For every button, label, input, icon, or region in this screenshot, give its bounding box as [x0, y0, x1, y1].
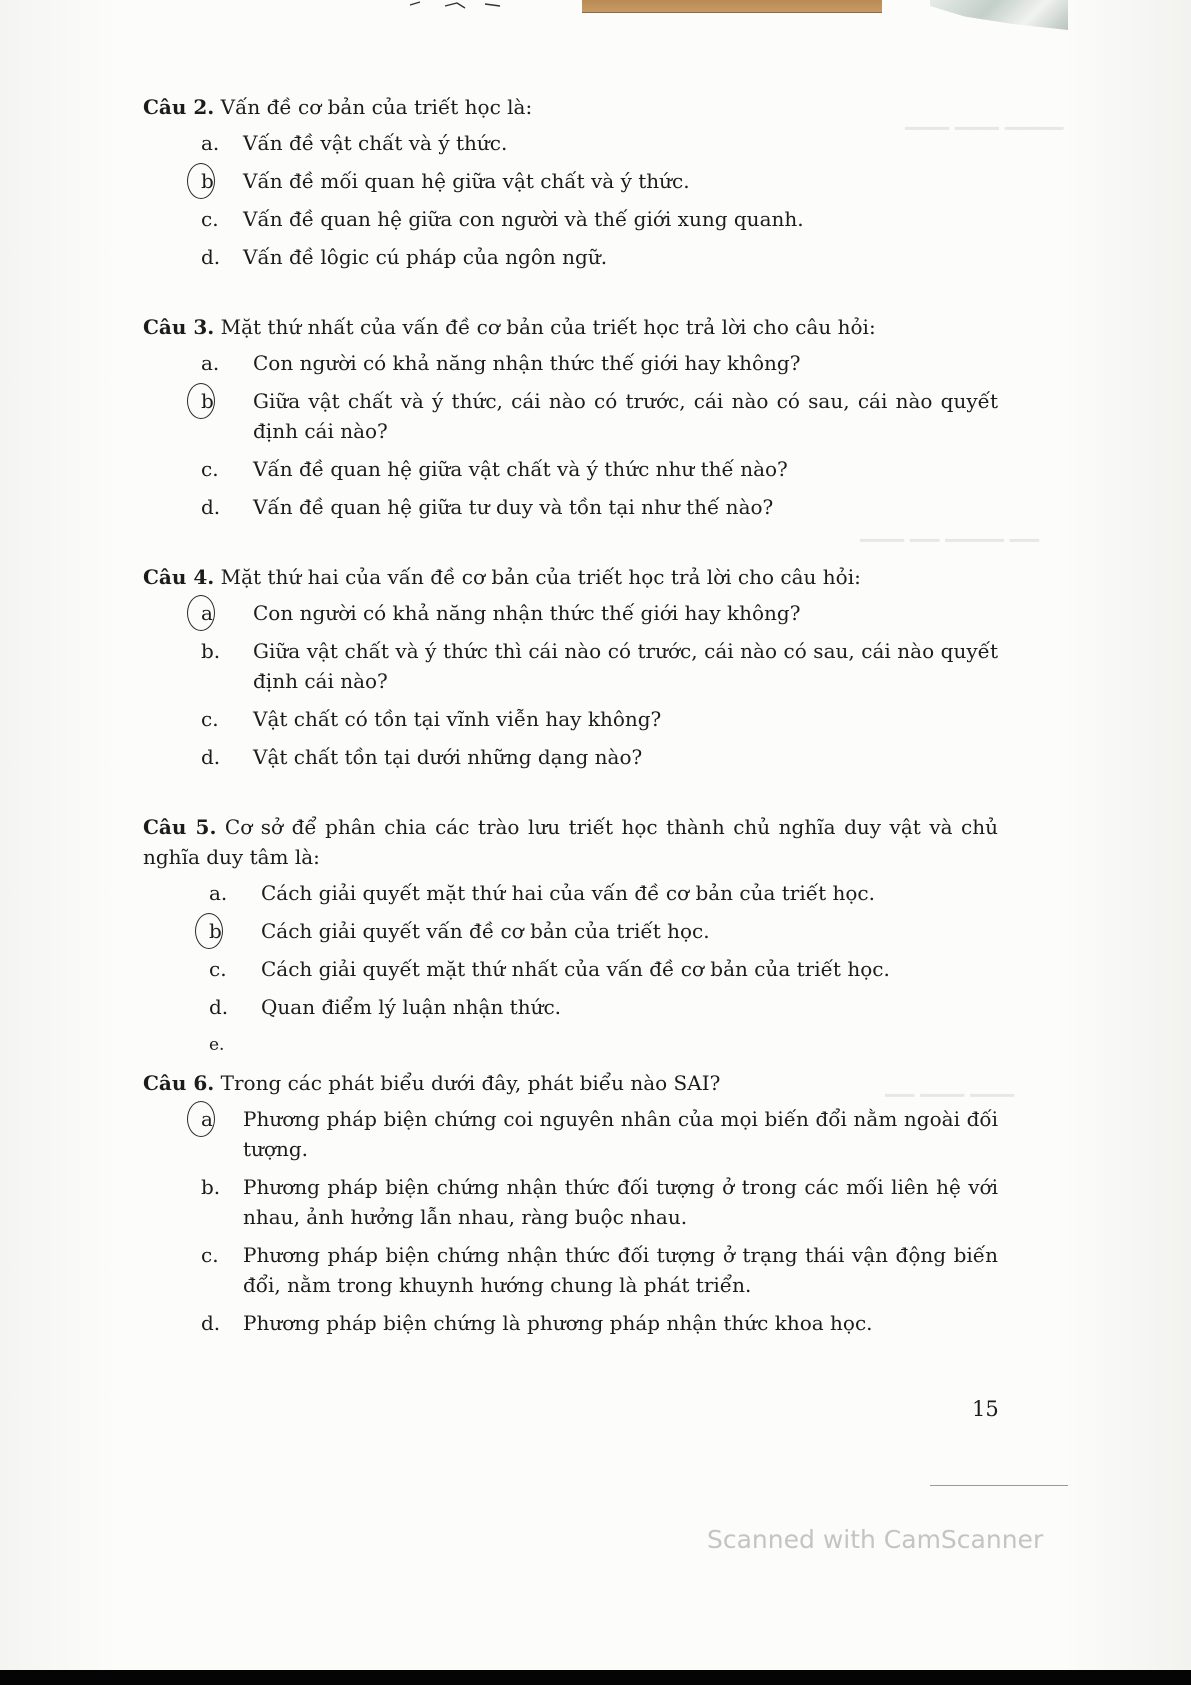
option-letter: b. — [201, 639, 221, 663]
option-c[interactable] — [143, 204, 998, 234]
option-letter: d. — [201, 245, 221, 269]
question-text: Mặt thứ hai của vấn đề cơ bản của triết học trả lời cho câu hỏi: — [220, 565, 861, 589]
option-letter: e. — [209, 1035, 225, 1055]
option-b-selected[interactable] — [151, 916, 998, 946]
option-text: Vấn đề quan hệ giữa vật chất và ý thức như thế nào? — [253, 457, 788, 481]
option-text: Cách giải quyết mặt thứ hai của vấn đề cơ bản của triết học. — [261, 881, 875, 905]
question-text: Mặt thứ nhất của vấn đề cơ bản của triết học trả lời cho câu hỏi: — [220, 315, 876, 339]
option-c[interactable] — [143, 1240, 998, 1300]
option-d[interactable] — [143, 492, 998, 522]
option-c[interactable] — [143, 454, 998, 484]
option-a[interactable] — [143, 348, 998, 378]
question-2 — [143, 92, 998, 272]
option-text: Phương pháp biện chứng là phương pháp nhận thức khoa học. — [243, 1311, 873, 1335]
question-number: Câu 3. — [143, 315, 215, 339]
option-letter: a — [201, 1107, 213, 1131]
option-b[interactable] — [143, 636, 998, 696]
handwritten-answer-circle — [195, 913, 223, 949]
option-letter: d. — [201, 1311, 221, 1335]
option-text: Vấn đề vật chất và ý thức. — [243, 131, 508, 155]
option-text: Vấn đề mối quan hệ giữa vật chất và ý thức. — [243, 169, 690, 193]
option-e[interactable] — [151, 1030, 998, 1060]
question-text: Cơ sở để phân chia các trào lưu triết học thành chủ nghĩa duy vật và chủ nghĩa duy tâm là: — [143, 815, 999, 869]
option-text: Con người có khả năng nhận thức thế giới hay không? — [253, 601, 801, 625]
option-letter: b — [209, 919, 222, 943]
option-text: Phương pháp biện chứng nhận thức đối tượng ở trong các mối liên hệ với nhau, ảnh hưởng lẫn nhau, ràng buộc nhau. — [243, 1175, 998, 1229]
option-a[interactable] — [143, 128, 998, 158]
option-b[interactable] — [143, 1172, 998, 1232]
option-text: Phương pháp biện chứng nhận thức đối tượng ở trạng thái vận động biến đổi, nằm trong khuynh hướng chung là phát triển. — [243, 1243, 998, 1297]
option-c[interactable] — [143, 704, 998, 734]
question-number: Câu 5. — [143, 815, 217, 839]
option-letter: c. — [201, 707, 219, 731]
option-text: Vật chất có tồn tại vĩnh viễn hay không? — [253, 707, 662, 731]
question-stem — [143, 1068, 998, 1098]
option-letter: c. — [201, 207, 219, 231]
option-text: Vấn đề quan hệ giữa con người và thế giới xung quanh. — [243, 207, 804, 231]
pen-scribble-mark — [405, 0, 515, 10]
option-text — [261, 1030, 998, 1060]
option-d[interactable] — [143, 742, 998, 772]
question-stem — [143, 562, 998, 592]
option-c[interactable] — [151, 954, 998, 984]
question-number: Câu 6. — [143, 1071, 215, 1095]
option-letter: a. — [201, 351, 220, 375]
question-text: Trong các phát biểu dưới đây, phát biểu nào SAI? — [220, 1071, 721, 1095]
option-letter: a — [201, 601, 213, 625]
option-a-selected[interactable] — [143, 1104, 998, 1164]
question-number: Câu 2. — [143, 95, 215, 119]
option-a-selected[interactable] — [143, 598, 998, 628]
question-list — [143, 92, 998, 1346]
question-3 — [143, 312, 998, 522]
bleed-through-text: ▁▁ ▁▁▁ ▁▁▁ — [885, 1075, 1014, 1097]
bottom-divider — [930, 1485, 1068, 1486]
option-a[interactable] — [151, 878, 998, 908]
torn-photo-strip — [582, 0, 882, 13]
handwritten-answer-circle — [187, 1101, 215, 1137]
option-d[interactable] — [151, 992, 998, 1022]
option-text: Quan điểm lý luận nhận thức. — [261, 995, 562, 1019]
question-5 — [143, 812, 998, 1060]
option-text: Cách giải quyết mặt thứ nhất của vấn đề cơ bản của triết học. — [261, 957, 890, 981]
option-letter: c. — [209, 957, 227, 981]
option-letter: a. — [201, 131, 220, 155]
option-letter: d. — [201, 745, 221, 769]
option-letter: d. — [201, 495, 221, 519]
question-stem — [143, 812, 998, 872]
bleed-through-text: ▁▁▁ ▁▁▁ ▁▁▁▁ — [905, 108, 1064, 130]
option-letter: d. — [209, 995, 229, 1019]
option-letter: b — [201, 389, 214, 413]
option-text: Con người có khả năng nhận thức thế giới hay không? — [253, 351, 801, 375]
option-letter: b — [201, 169, 214, 193]
option-d[interactable] — [143, 1308, 998, 1338]
option-letter: c. — [201, 1243, 219, 1267]
option-letter: c. — [201, 457, 219, 481]
question-6 — [143, 1068, 998, 1338]
handwritten-answer-circle — [187, 383, 215, 419]
option-letter: b. — [201, 1175, 221, 1199]
question-stem — [143, 92, 998, 122]
question-text: Vấn đề cơ bản của triết học là: — [220, 95, 533, 119]
option-text: Phương pháp biện chứng coi nguyên nhân của mọi biến đổi nằm ngoài đối tượng. — [243, 1107, 998, 1161]
option-letter: a. — [209, 881, 228, 905]
question-stem — [143, 312, 998, 342]
page-number: 15 — [972, 1397, 999, 1421]
option-d[interactable] — [143, 242, 998, 272]
option-text: Vật chất tồn tại dưới những dạng nào? — [253, 745, 643, 769]
scan-bottom-edge — [0, 1670, 1191, 1685]
option-b-selected[interactable] — [143, 166, 998, 196]
option-b-selected[interactable] — [143, 386, 998, 446]
option-text: Cách giải quyết vấn đề cơ bản của triết học. — [261, 919, 710, 943]
handwritten-answer-circle — [187, 595, 215, 631]
scanner-watermark: Scanned with CamScanner — [707, 1525, 1044, 1554]
option-text: Vấn đề lôgic cú pháp của ngôn ngữ. — [243, 245, 608, 269]
question-4 — [143, 562, 998, 772]
option-text: Vấn đề quan hệ giữa tư duy và tồn tại như thế nào? — [253, 495, 774, 519]
option-text: Giữa vật chất và ý thức thì cái nào có trước, cái nào có sau, cái nào quyết định cái nào? — [253, 639, 998, 693]
bleed-through-text: ▁▁▁ ▁▁ ▁▁▁▁ ▁▁ — [860, 520, 1039, 542]
question-number: Câu 4. — [143, 565, 215, 589]
handwritten-answer-circle — [187, 163, 215, 199]
option-text: Giữa vật chất và ý thức, cái nào có trước, cái nào có sau, cái nào quyết định cái nào? — [253, 389, 998, 443]
